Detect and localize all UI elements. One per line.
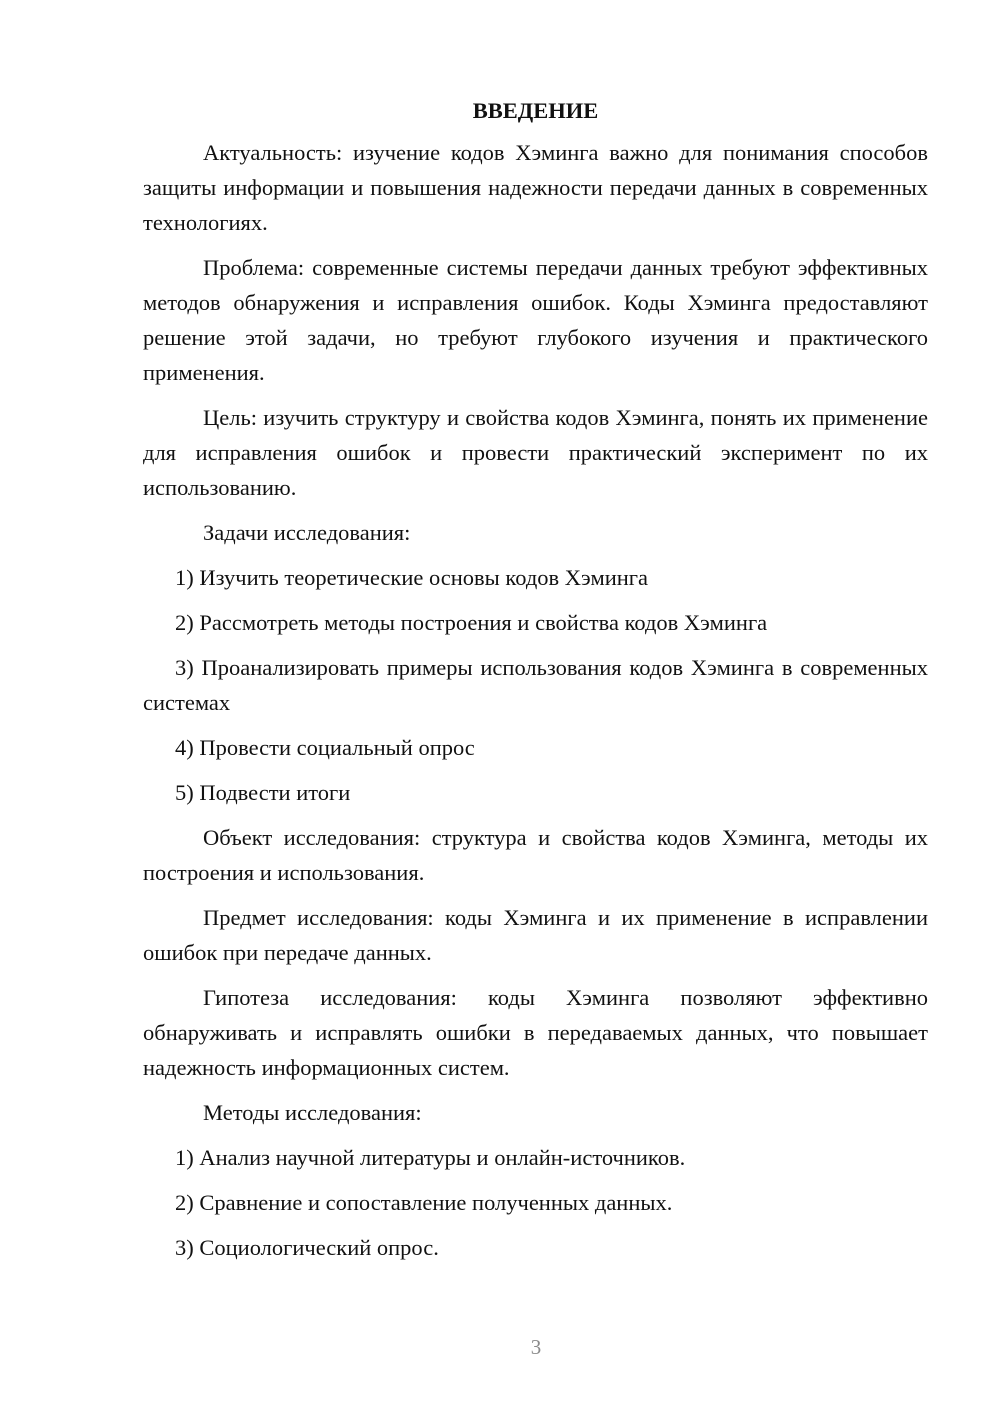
hypothesis-paragraph: Гипотеза исследования: коды Хэминга позволяют эффективно обнаруживать и исправлять ошибки в передаваемых данных, что повышает надежность информационных систем. [143,985,928,1080]
subject-paragraph: Предмет исследования: коды Хэминга и их применение в исправлении ошибок при передаче данных. [143,905,928,965]
task-item: 1) Изучить теоретические основы кодов Хэминга [175,565,649,590]
method-item: 1) Анализ научной литературы и онлайн-источников. [175,1145,686,1170]
goal-paragraph: Цель: изучить структуру и свойства кодов Хэминга, понять их применение для исправления ошибок и провести практический эксперимент по их использованию. [143,405,928,500]
tasks-heading: Задачи исследования: [203,520,411,545]
method-item: 3) Социологический опрос. [175,1235,439,1260]
task-item: 4) Провести социальный опрос [175,735,475,760]
page-number: 3 [530,1335,542,1359]
problem-paragraph: Проблема: современные системы передачи данных требуют эффективных методов обнаружения и исправления ошибок. Коды Хэминга предоставляют решение этой задачи, но требуют глубокого изучения и практического применения. [143,255,928,385]
relevance-paragraph: Актуальность: изучение кодов Хэминга важно для понимания способов защиты информации и повышения надежности передачи данных в современных технологиях. [143,140,928,235]
task-item: 5) Подвести итоги [175,780,351,805]
task-item: 3) Проанализировать примеры использования кодов Хэминга в современных системах [143,655,928,715]
method-item: 2) Сравнение и сопоставление полученных данных. [175,1190,673,1215]
task-item: 2) Рассмотреть методы построения и свойства кодов Хэминга [175,610,768,635]
methods-heading: Методы исследования: [203,1100,422,1125]
object-paragraph: Объект исследования: структура и свойства кодов Хэминга, методы их построения и использования. [143,825,928,885]
document-body [143,93,928,1275]
page-title: ВВЕДЕНИЕ [472,98,599,123]
